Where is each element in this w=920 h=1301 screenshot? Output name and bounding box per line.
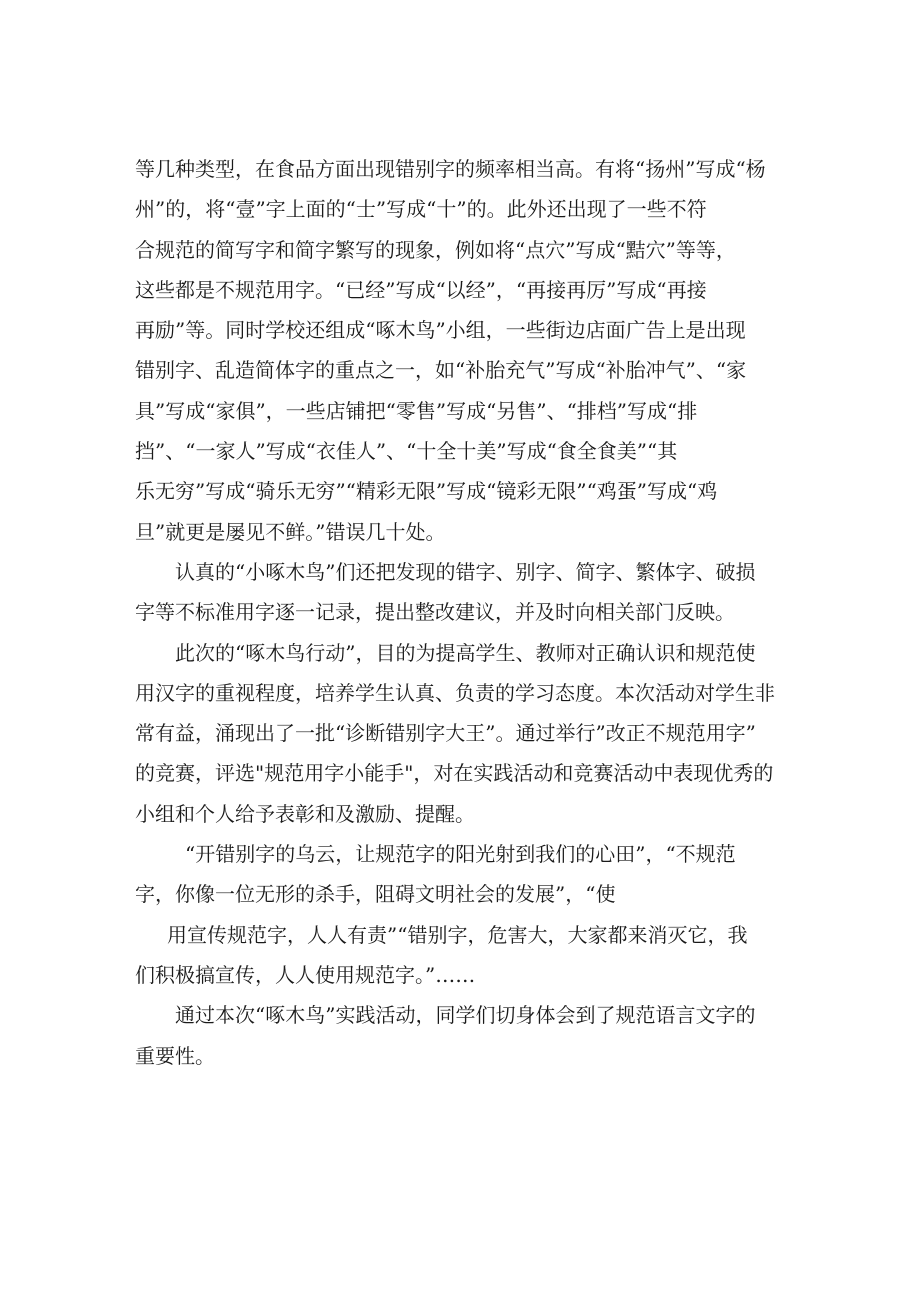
paragraph-1 xyxy=(135,149,790,552)
paragraph-4 xyxy=(135,834,790,915)
paragraph-3 xyxy=(135,633,790,834)
text-line: 等几种类型，在食品方面出现错别字的频率相当高。有将“扬州”写成“杨 xyxy=(135,157,766,181)
text-line: 用宣传规范字，人人有责”“错别字，危害大，大家都来消灭它，我 xyxy=(167,922,748,947)
text-line: 具”写成“家俱”，一些店铺把“零售”写成“另售”、“排档”写成“排 xyxy=(135,398,698,423)
text-line: 错别字、乱造简体字的重点之一，如“补胎充气”写成“补胎冲气”、“家 xyxy=(135,358,747,383)
text-line: 们积极搞宣传，人人使用规范字。”…… xyxy=(135,962,476,987)
text-line: “开错别字的乌云，让规范字的阳光射到我们的心田”，“不规范 xyxy=(185,842,736,867)
text-line: 挡”、“一家人”写成“衣佳人”、“十全十美”写成“食全食美”“其 xyxy=(135,439,678,464)
text-line: 州”的，将“壹”字上面的“士”写成“十”的。此外还出现了一些不符 xyxy=(135,197,707,222)
text-line: 此次的“啄木鸟行动”，目的为提高学生、教师对正确认识和规范使 xyxy=(175,640,756,665)
text-line: 认真的“小啄木鸟”们还把发现的错字、别字、简字、繁体字、破损 xyxy=(175,559,756,584)
text-line: 再励”等。同时学校还组成“啄木鸟”小组，一些街边店面广告上是出现 xyxy=(135,318,746,343)
paragraph-2 xyxy=(135,552,790,633)
text-line: 重要性。 xyxy=(135,1043,215,1068)
paragraph-5 xyxy=(135,915,790,996)
text-line: 通过本次“啄木鸟”实践活动，同学们切身体会到了规范语言文字的 xyxy=(175,1003,756,1028)
text-line: 这些都是不规范用字。“已经”写成“以经”，“再接再厉”写成“再接 xyxy=(135,277,707,302)
text-line: 合规范的简写字和简字繁写的现象，例如将“点穴”写成“黠穴”等等， xyxy=(135,237,736,262)
text-line: 字等不标准用字逐一记录，提出整改建议，并及时向相关部门反映。 xyxy=(135,600,735,625)
text-line: 乐无穷”写成“骑乐无穷”“精彩无限”写成“镜彩无限”“鸡蛋”写成“鸡 xyxy=(135,479,718,504)
body-text xyxy=(135,149,790,1076)
text-line: 字，你像一位无形的杀手，阻碍文明社会的发展”，“使 xyxy=(135,882,616,907)
text-line: 旦”就更是屡见不鲜。”错误几十处。 xyxy=(135,519,446,544)
text-line: 小组和个人给予表彰和及激励、提醒。 xyxy=(135,801,475,826)
text-line: 用汉字的重视程度，培养学生认真、负责的学习态度。本次活动对学生非 xyxy=(135,680,775,705)
text-line: 常有益，涌现出了一批“诊断错别字大王”。通过举行”改正不规范用字” xyxy=(135,721,756,746)
text-line: 的竞赛，评选"规范用字小能手"，对在实践活动和竞赛活动中表现优秀的 xyxy=(135,761,774,786)
paragraph-6 xyxy=(135,995,790,1076)
